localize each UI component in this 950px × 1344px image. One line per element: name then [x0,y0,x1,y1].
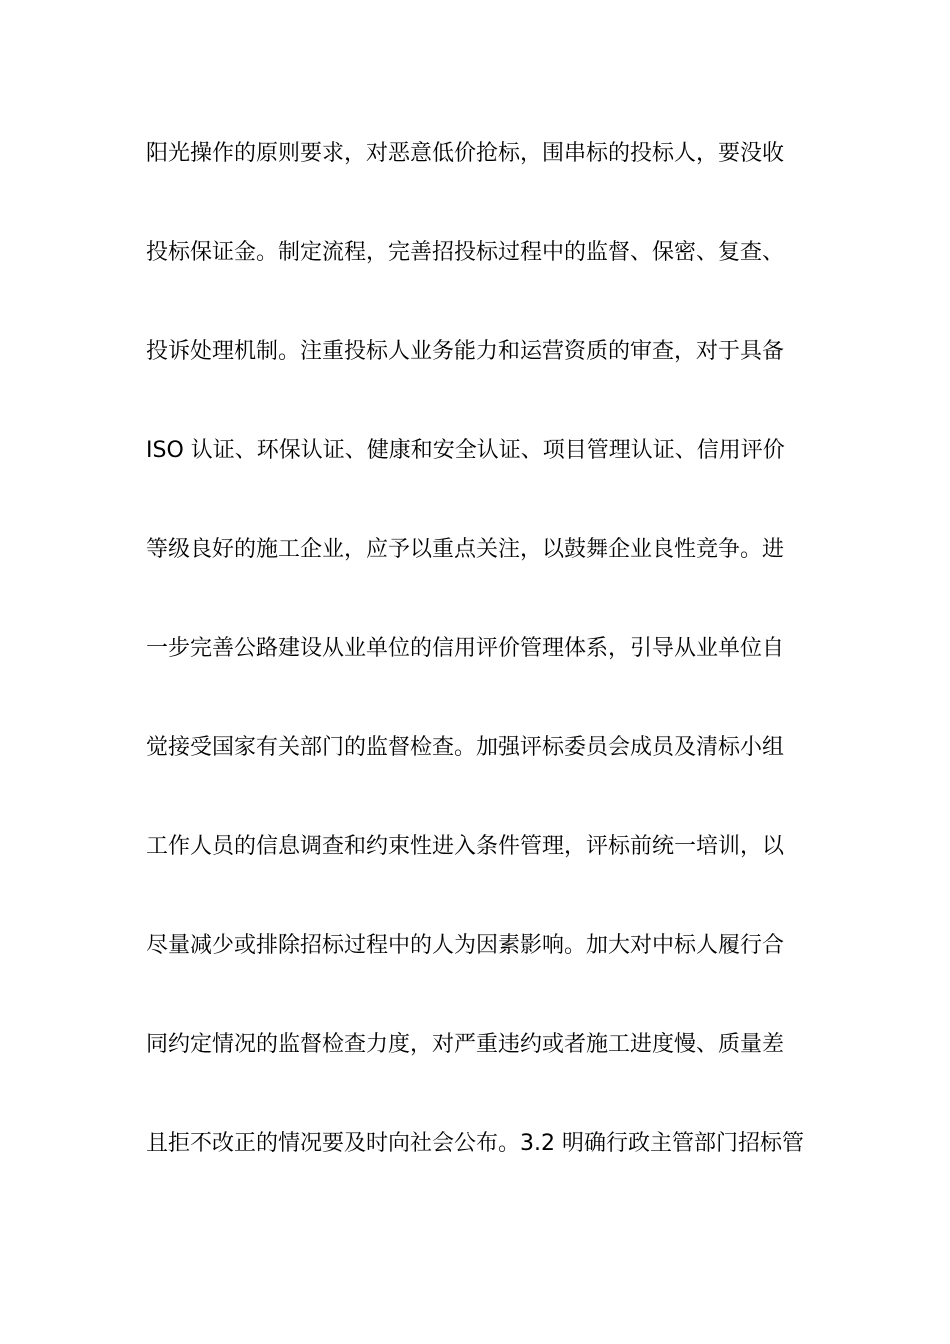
text-line-3: 投诉处理机制。注重投标人业务能力和运营资质的审查，对于具备 [146,339,785,364]
text-line-11: 且拒不改正的情况要及时向社会公布。3.2 明确行政主管部门招标管 [146,1131,804,1156]
text-line-2: 投标保证金。制定流程，完善招投标过程中的监督、保密、复查、 [146,240,785,265]
text-line-8: 工作人员的信息调查和约束性进入条件管理，评标前统一培训，以 [146,834,785,859]
text-line-1: 阳光操作的原则要求，对恶意低价抢标，围串标的投标人，要没收 [146,141,785,166]
text-line-10: 同约定情况的监督检查力度，对严重违约或者施工进度慢、质量差 [146,1032,785,1057]
text-line-6: 一步完善公路建设从业单位的信用评价管理体系，引导从业单位自 [146,636,785,661]
text-line-4: ISO 认证、环保认证、健康和安全认证、项目管理认证、信用评价 [146,438,785,463]
body-text [146,130,806,1219]
text-line-7: 觉接受国家有关部门的监督检查。加强评标委员会成员及清标小组 [146,735,785,760]
text-line-5: 等级良好的施工企业，应予以重点关注，以鼓舞企业良性竞争。进 [146,537,785,562]
text-line-9: 尽量减少或排除招标过程中的人为因素影响。加大对中标人履行合 [146,933,785,958]
